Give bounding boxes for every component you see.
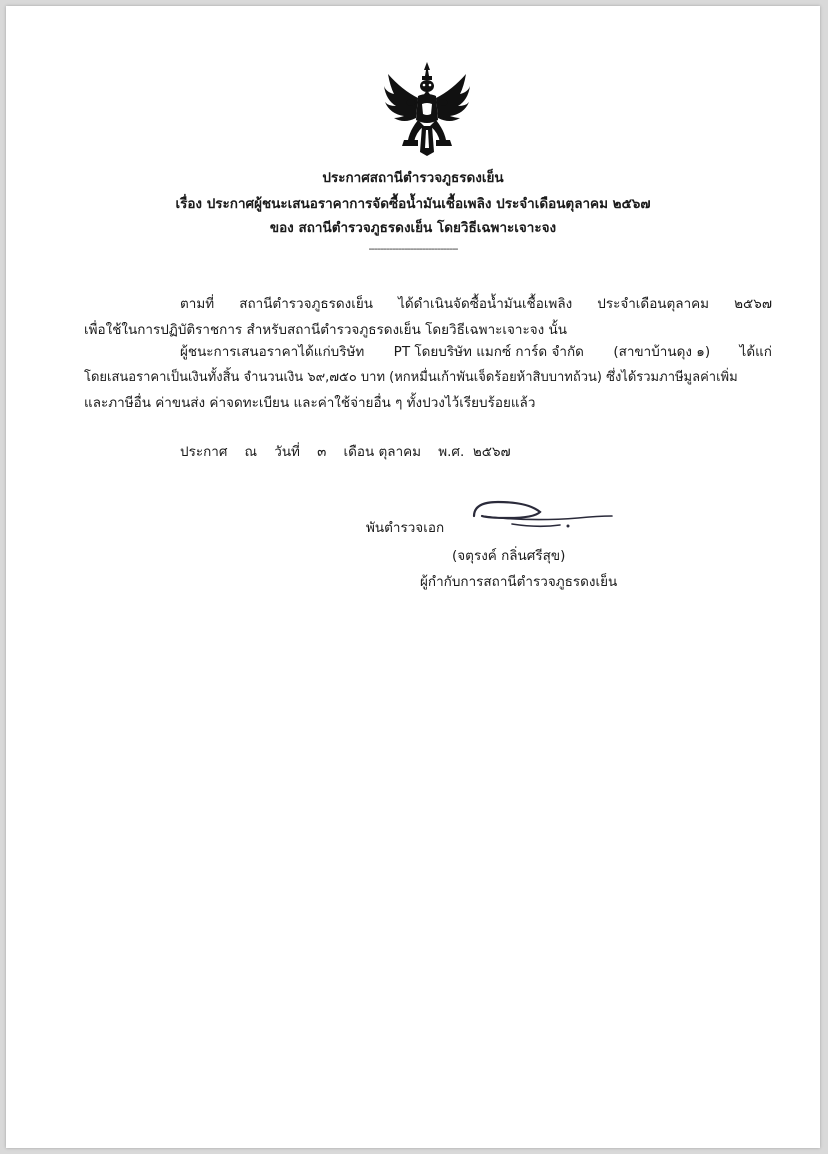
signer-name: (จตุรงค์ กลิ่นศรีสุข) <box>452 548 566 564</box>
paragraph-2-part: ได้แก่ <box>739 344 772 360</box>
paragraph-1-part: สถานีตำรวจภูธรดงเย็น <box>239 296 374 312</box>
paragraph-2-part: (สาขาบ้านดุง ๑) <box>613 344 711 360</box>
paragraph-1-part: ๒๕๖๗ <box>734 296 772 312</box>
handwritten-signature <box>468 494 618 538</box>
heading-divider: ------------------------------ <box>368 242 458 255</box>
announcement-issuer: ของ สถานีตำรวจภูธรดงเย็น โดยวิธีเฉพาะเจาะจง <box>269 220 557 236</box>
paragraph-2-part: PT โดยบริษัท แมกซ์ การ์ด จำกัด <box>393 344 584 360</box>
paragraph-1-line-1 <box>180 292 772 314</box>
paragraph-1-part: ได้ดำเนินจัดซื้อน้ำมันเชื้อเพลิง <box>398 296 573 312</box>
signer-rank: พันตำรวจเอก <box>366 520 445 536</box>
paragraph-1-part: ประจำเดือนตุลาคม <box>597 296 710 312</box>
garuda-emblem-icon <box>382 60 472 158</box>
paragraph-2-line-1 <box>180 340 772 362</box>
paragraph-1-part: ตามที่ <box>180 296 215 312</box>
announcement-title: ประกาศสถานีตำรวจภูธรดงเย็น <box>322 170 504 186</box>
paragraph-2-line-3: และภาษีอื่น ค่าขนส่ง ค่าจดทะเบียน และค่าใช้จ่ายอื่น ๆ ทั้งปวงไว้เรียบร้อยแล้ว <box>84 395 536 411</box>
document-page <box>6 6 820 1148</box>
announcement-subject: เรื่อง ประกาศผู้ชนะเสนอราคาการจัดซื้อน้ำมันเชื้อเพลิง ประจำเดือนตุลาคม ๒๕๖๗ <box>175 196 651 212</box>
paragraph-1-line-2: เพื่อใช้ในการปฏิบัติราชการ สำหรับสถานีตำรวจภูธรดงเย็น โดยวิธีเฉพาะเจาะจง นั้น <box>84 322 568 338</box>
paragraph-2-part: ผู้ชนะการเสนอราคาได้แก่บริษัท <box>180 344 365 360</box>
announcement-date: ประกาศ ณ วันที่ ๓ เดือน ตุลาคม พ.ศ. ๒๕๖๗ <box>180 444 511 460</box>
signer-position: ผู้กำกับการสถานีตำรวจภูธรดงเย็น <box>420 574 618 590</box>
paragraph-2-line-2: โดยเสนอราคาเป็นเงินทั้งสิ้น จำนวนเงิน ๖๙,๗๕๐ บาท (หกหมื่นเก้าพันเจ็ดร้อยห้าสิบบาทถ้วน) ซึ่งได้รวมภาษีมูลค่าเพิ่ม <box>84 370 738 385</box>
